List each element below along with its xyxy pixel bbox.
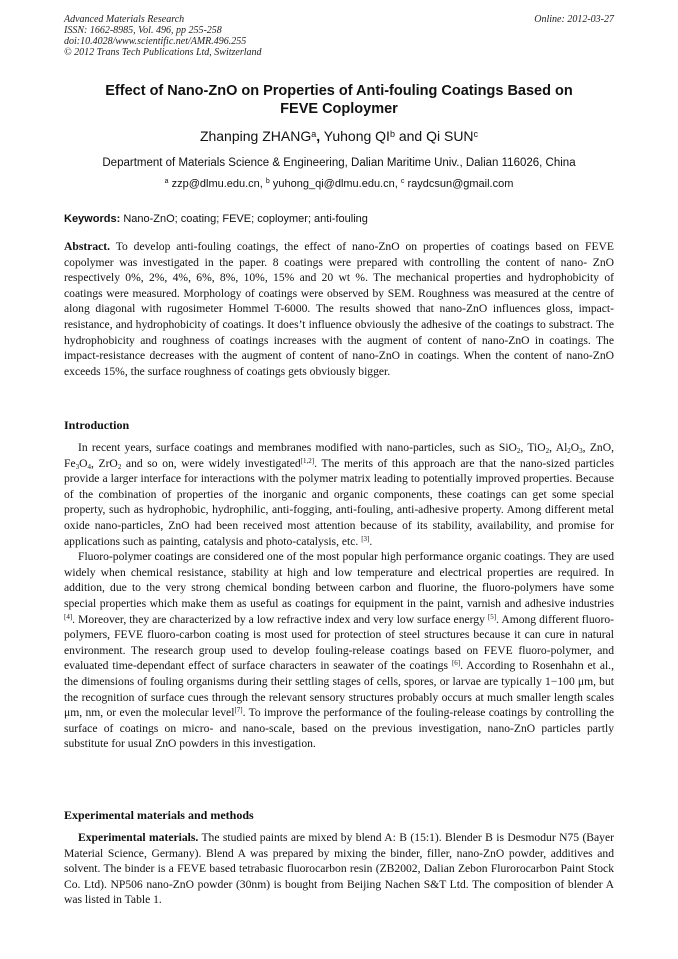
- author-2: Yuhong QI: [323, 128, 390, 144]
- author-list: Zhanping ZHANG$^a$, Yuhong $QI^b$ and Qi SUN$^c$: [199, 128, 479, 144]
- doi-line: doi:10.4028/www.scientific.net/AMR.496.255: [64, 36, 247, 47]
- author-3: Qi SUN: [426, 128, 474, 144]
- email-1[interactable]: zzp@dlmu.edu.cn,: [171, 178, 263, 190]
- methods-body: [64, 830, 614, 908]
- copyright-line: © 2012 Trans Tech Publications Ltd, Switzerland: [64, 47, 262, 58]
- introduction-body: [64, 440, 614, 752]
- intro-paragraph-1: In recent years, surface coatings and membranes modified with nano-particles, such as SiO$_2$, TiO$_2$, $Al_2O_3$, ZnO, $Fe_3O_4$, ZrO$_2$ and so on, were widely investigated[1,2]. The merits of this approach are that the nano-sized particles provide a larger interface for interactions with the polymer matrix leading to potentially improved properties. Because of the combination of properties of the inorganic and organic components, these coatings can get some special property, such as hydrophobic, hydrophilic, anti-fogging, anti-fouling, anti-adhesive property. Among different metal oxide nano-particles, ZnO had been received most attention because of its stability, availability, and promise for applications such as painting, catalysis and photo-catalysis, etc. [3].: [64, 441, 614, 548]
- introduction-heading: Introduction: [64, 418, 130, 432]
- author-1: Zhanping ZHANG: [199, 128, 312, 144]
- title-line-2: FEVE Coploymer: [280, 101, 398, 117]
- author-2-sup: b: [389, 129, 395, 139]
- issn-line: ISSN: 1662-8985, Vol. 496, pp 255-258: [64, 25, 222, 36]
- citation-7: [7]: [234, 706, 243, 715]
- citation-3: [3]: [361, 534, 370, 543]
- author-1-sup: a: [311, 129, 317, 139]
- journal-header: [64, 14, 614, 58]
- email-3[interactable]: raydcsun@gmail.com: [407, 178, 514, 190]
- methods-text: The studied paints are mixed by blend A: B (15:1). Blender B is Desmodur N75 (Bayer Material Science, Germany). Blend A was prepared by mixing the binder, filler, nano-ZnO powder, additives and solvent. The binder is a FEVE based tetrabasic fluorocarbon resin (ZB2002, Dalian Zebon Flurorocarbon Paint Stock Co. Ltd). NP506 nano-ZnO powder (30nm) is bought from Beijing Nachen S&T Ltd. The composition of blender A was listed in Table 1.: [64, 831, 614, 907]
- online-date: Online: 2012-03-27: [534, 14, 614, 25]
- intro-paragraph-2: Fluoro-polymer coatings are considered one of the most popular high performance organic coatings. They are used widely when chemical resistance, stability at high and low temperature and electrical properties are required. In addition, due to the very strong chemical bonding between carbon and fluorine, the fluoro-polymers have some special properties which make them as useful as coatings for equipment in the paint, varnish and adhesive industries [4]. Moreover, they are characterized by a low refractive index and very low surface energy [5]. Among different fluoro-polymers, FEVE fluoro-carbon coating is most used for protection of steel structures because it can cure in natural environment. The research group used to develop fouling-release coatings based on FEVE fluoro-polymer, and evaluated time-dependant effect of surface characters in seawater of the coatings [6]. According to Rosenhahn et al., the dimensions of fouling organisms during their settling stages of cells, spores, or larvae are typically 1−100 μm, but the recognition of surface cues through the relevant sensory structures probably occurs at much smaller length scales μm, nm, or even the molecular level[7]. To improve the performance of the fouling-release coatings by controlling the surface of coatings on micro- and nano-scale, based on the previous investigation, nano-ZnO particles partly substitute for usual ZnO powders in this investigation.: [64, 550, 615, 751]
- title-line-1: Effect of Nano-ZnO on Properties of Anti-fouling Coatings Based on: [105, 83, 573, 99]
- citation-6: [6]: [451, 659, 461, 668]
- keywords-text: Nano-ZnO; coating; FEVE; coploymer; anti-fouling: [123, 213, 368, 225]
- citation-5: [5]: [487, 612, 497, 621]
- abstract-label: Abstract.: [64, 240, 111, 253]
- journal-name: Advanced Materials Research: [64, 14, 185, 25]
- email-2[interactable]: yuhong_qi@dlmu.edu.cn,: [272, 178, 398, 190]
- citation-1-2: [1,2]: [300, 456, 315, 465]
- citation-4: [4]: [64, 612, 73, 621]
- methods-heading: Experimental materials and methods: [64, 808, 254, 822]
- methods-label: Experimental materials.: [78, 831, 199, 844]
- keywords: [64, 213, 614, 225]
- abstract-text: To develop anti-fouling coatings, the effect of nano-ZnO on properties of coatings based on FEVE copolymer was investigated in the paper. 8 coatings were prepared with controlling the content of nano- ZnO respectively 0%, 2%, 4%, 6%, 8%, 10%, 15% and 20 wt %. The mechanical properties and hydrophobicity of coatings were measured. Morphology of coatings were observed by SEM. Roughness was measured at the centre of along diagonal with rugosimeter Hommel T-6000. The results showed that nano-ZnO influences gloss, impact-resistance, and hydrophobicity of coatings. It does’t influence obviously the adhesive of the coatings to substract. The hydrophobicity and roughness of coatings increases with the augment of content of nano-ZnO in coatings. The impact-resistance decreases with the augment of content of nano-ZnO in coatings. When the content of nano-ZnO exceeds 15%, the surface roughness of coatings gets obviously bigger.: [64, 240, 614, 378]
- email-list: $^a$ zzp@dlmu.edu.cn, $^b$ yuhong_qi@dlmu.edu.cn, $^c$ raydcsun@gmail.com: [164, 178, 514, 190]
- keywords-label: Keywords:: [64, 213, 121, 225]
- abstract: [64, 239, 614, 379]
- author-3-sup: c: [473, 129, 479, 139]
- affiliation: Department of Materials Science & Engineering, Dalian Maritime Univ., Dalian 116026, China: [102, 157, 576, 169]
- paper-title: [64, 82, 614, 118]
